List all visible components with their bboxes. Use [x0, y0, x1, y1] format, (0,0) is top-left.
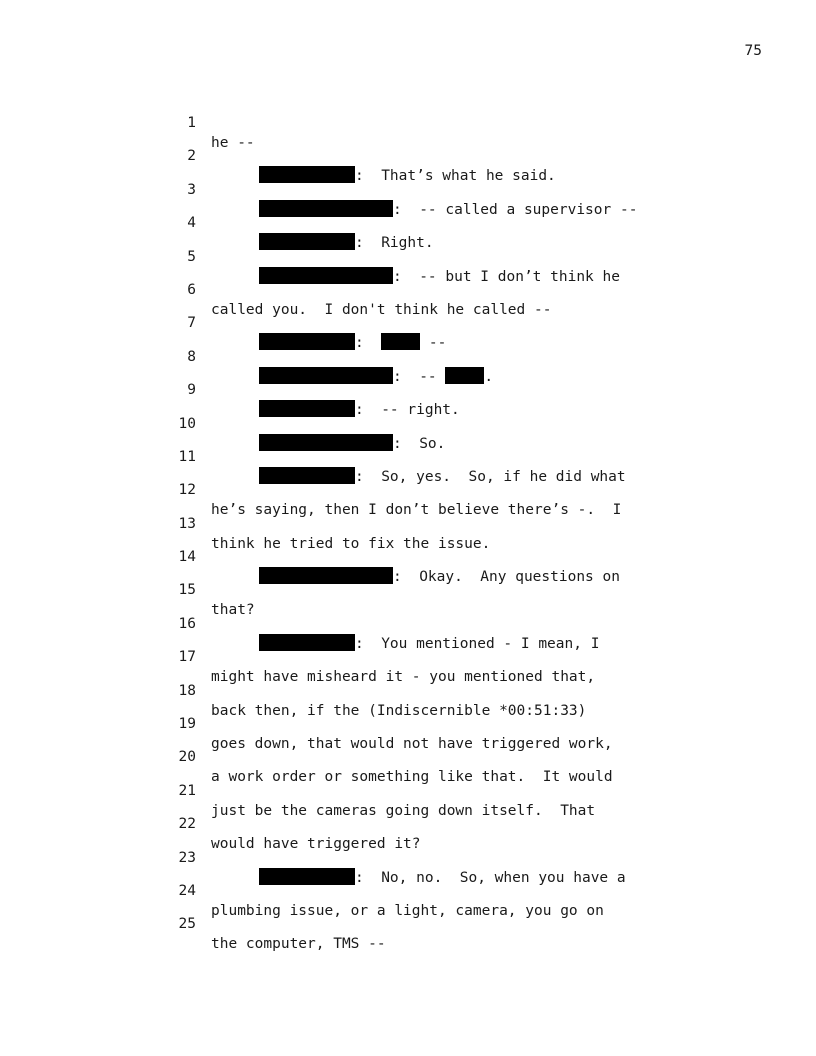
line-text: : [355, 335, 382, 352]
transcript-line [0, 560, 816, 619]
transcript-body [0, 93, 816, 953]
line-text: : Okay. Any questions on [393, 569, 620, 586]
line-text: : -- [393, 368, 446, 385]
line-text: that? [211, 602, 255, 619]
line-number: 15 [178, 582, 196, 599]
line-number: 3 [187, 181, 196, 198]
transcript-line [0, 627, 816, 686]
line-number: 4 [187, 215, 196, 232]
line-number: 24 [178, 882, 196, 899]
line-number: 13 [178, 515, 196, 532]
transcript-line [0, 93, 816, 151]
line-tail: -- [420, 335, 447, 352]
line-number: 16 [178, 615, 196, 632]
line-number: 5 [187, 248, 196, 265]
line-number: 1 [187, 115, 196, 131]
transcript-line [0, 527, 816, 586]
transcript-line [0, 260, 816, 318]
line-text: just be the cameras going down itself. That [211, 802, 596, 819]
line-text: : You mentioned - I mean, I [355, 635, 600, 652]
line-number: 21 [178, 782, 196, 799]
transcript-line [0, 828, 816, 886]
transcript-line [0, 293, 816, 352]
line-number: 18 [178, 682, 196, 699]
line-text: called you. I don't think he called -- [211, 301, 552, 318]
line-text: : Right. [355, 235, 434, 252]
line-number: 9 [187, 382, 196, 399]
line-number: 10 [178, 415, 196, 432]
line-number: 6 [187, 281, 196, 298]
transcript-line [0, 227, 816, 285]
line-number: 22 [178, 816, 196, 833]
line-text: : No, no. So, when you have a [355, 869, 626, 886]
transcript-line [0, 494, 816, 552]
line-text: : So. [393, 435, 446, 452]
line-number: 23 [178, 849, 196, 866]
transcript-line [0, 394, 816, 452]
line-text: he’s saying, then I don’t believe there’s -. I [211, 502, 622, 519]
transcript-line [0, 193, 816, 252]
line-tail: . [484, 368, 494, 385]
line-number: 7 [187, 315, 196, 332]
transcript-line [0, 160, 816, 218]
line-number: 12 [178, 482, 196, 499]
transcript-line [0, 126, 816, 185]
line-text: : -- but I don’t think he [393, 268, 620, 285]
transcript-line [0, 427, 816, 485]
transcript-line [0, 460, 816, 519]
line-number: 25 [178, 916, 196, 933]
line-number: 20 [178, 749, 196, 766]
line-text: a work order or something like that. It would [211, 769, 613, 786]
line-number: 8 [187, 348, 196, 365]
transcript-line [0, 761, 816, 819]
transcript-line [0, 661, 816, 719]
line-text: : -- called a supervisor -- [393, 201, 638, 218]
transcript-line [0, 360, 816, 419]
line-text: think he tried to fix the issue. [211, 535, 491, 552]
line-text: the computer, TMS -- [211, 936, 386, 953]
line-number: 17 [178, 649, 196, 666]
transcript-line [0, 894, 816, 953]
transcript-line [0, 327, 816, 385]
line-number: 14 [178, 549, 196, 566]
transcript-line [0, 594, 816, 652]
line-number: 11 [178, 448, 196, 465]
line-text: : So, yes. So, if he did what [355, 468, 626, 485]
transcript-line [0, 861, 816, 919]
line-text: plumbing issue, or a light, camera, you go on [211, 902, 604, 919]
transcript-line [0, 794, 816, 853]
line-text: back then, if the (Indiscernible *00:51:33) [211, 702, 587, 719]
line-text: goes down, that would not have triggered work, [211, 736, 613, 753]
line-number: 2 [187, 148, 196, 165]
line-text: : -- right. [355, 402, 460, 419]
transcript-line [0, 694, 816, 753]
line-text: would have triggered it? [211, 836, 421, 853]
line-text: he -- [211, 135, 255, 151]
transcript-line [0, 727, 816, 786]
page-number: 75 [744, 43, 762, 59]
line-number: 19 [178, 716, 196, 733]
line-text: : That’s what he said. [355, 168, 556, 185]
line-text: might have misheard it - you mentioned that, [211, 669, 596, 686]
